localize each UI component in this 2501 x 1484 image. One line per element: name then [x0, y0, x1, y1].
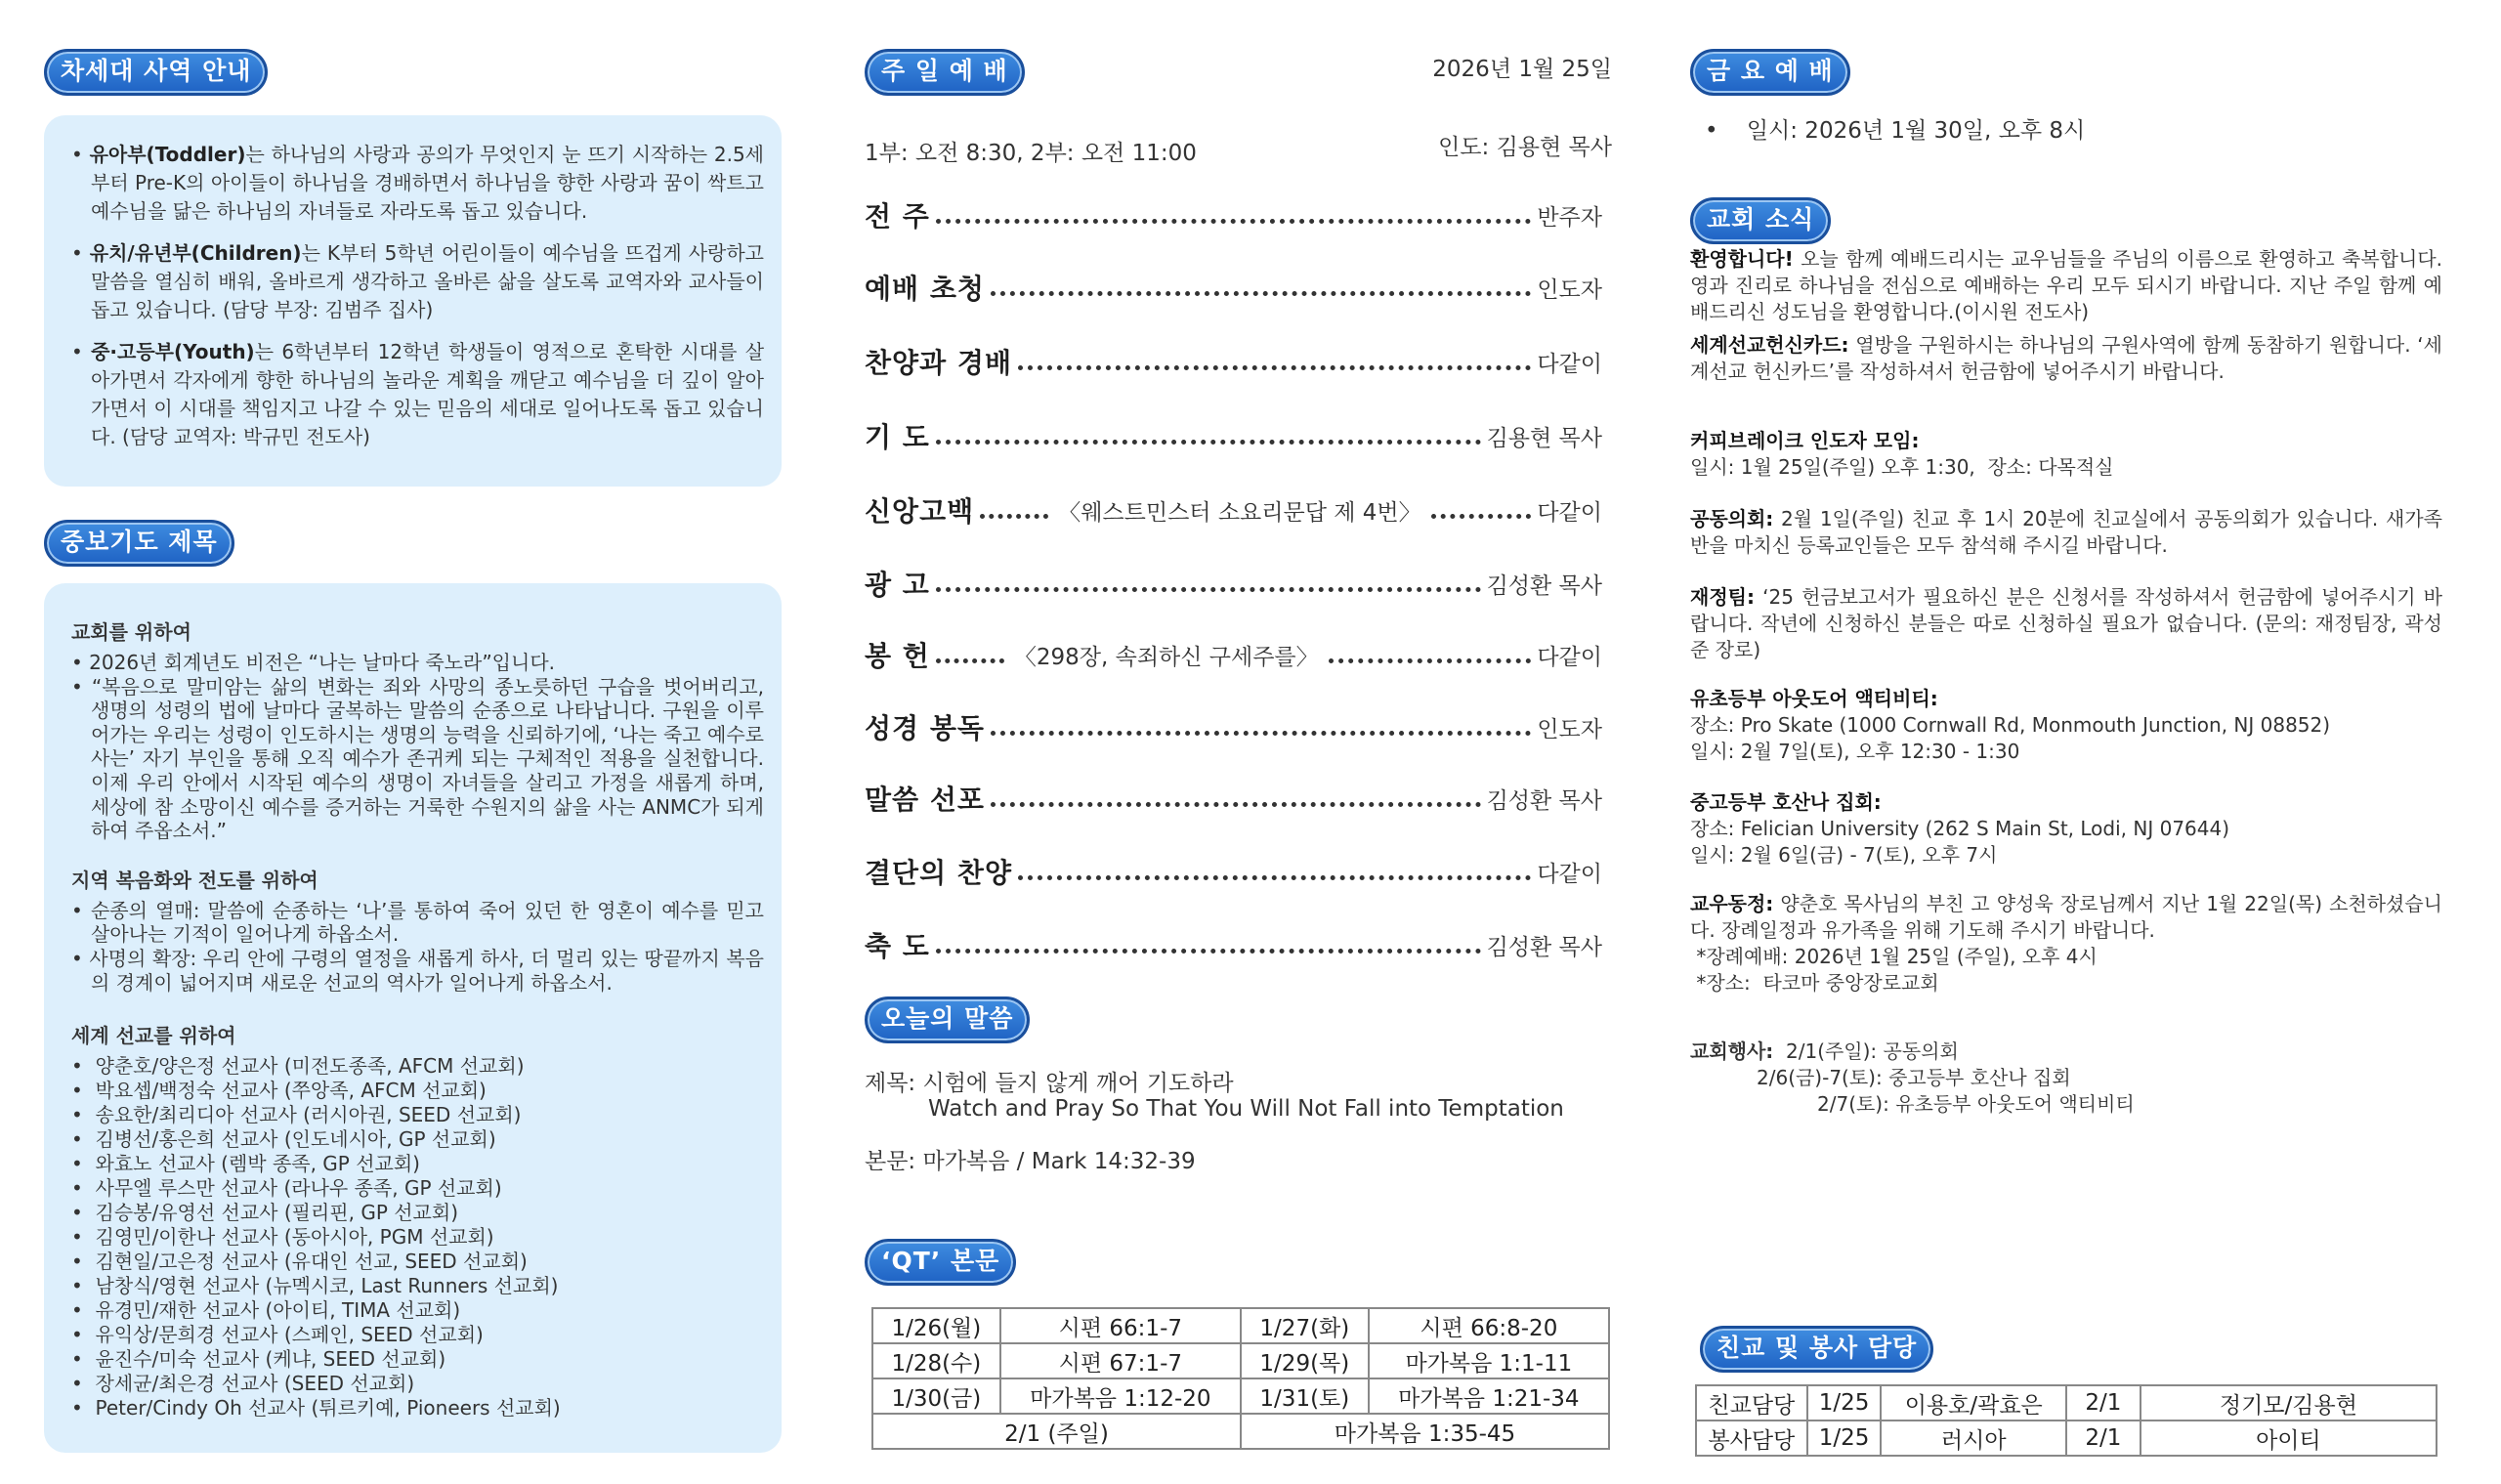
- missionary-item: • Peter/Cindy Oh 선교사 (튀르키예, Pioneers 선교회): [71, 1396, 561, 1420]
- prayer-church-title: 교회를 위하여: [71, 620, 191, 644]
- sermon-title-english: Watch and Pray So That You Will Not Fall into Temptation: [928, 1096, 1564, 1122]
- ministry-panel: [44, 115, 782, 487]
- qt-row: [872, 1378, 1609, 1414]
- news-item: 교우동정: 양춘호 목사님의 부친 고 양성욱 장로님께서 지난 1월 22일(목) 소천하셨습니다. 장례일정과 유가족을 위해 기도해 주시기 바랍니다. *장례예배: 2026년 1월 25일 (주일), 오후 4시 *장소: 타코마 중앙장로교회: [1690, 892, 2442, 995]
- news-item: 재정팀: ‘25 헌금보고서가 필요하신 분은 신청서를 작성하셔서 헌금함에 넣어주시기 바랍니다. 작년에 신청하신 분들은 따로 신청하실 필요가 없습니다. (문의: 재정팀장, 곽성준 장로): [1690, 585, 2442, 661]
- missionary-item: • 김승봉/유영선 선교사 (필리핀, GP 선교회): [71, 1201, 459, 1225]
- badge-prayer: 중보기도 제목: [44, 520, 234, 567]
- worship-order-row: [865, 488, 1602, 531]
- missionary-item: • 김병선/홍은희 선교사 (인도네시아, GP 선교회): [71, 1127, 496, 1152]
- order-item-person: 다같이: [1537, 644, 1602, 670]
- missionary-item: • 유익상/문희경 선교사 (스페인, SEED 선교회): [71, 1323, 484, 1347]
- order-item-person: 김성환 목사: [1486, 787, 1602, 814]
- column-sunday-worship: [860, 0, 1622, 1484]
- order-item-name: 성경 봉독: [865, 712, 985, 744]
- order-item-name: 봉 헌: [865, 640, 930, 672]
- duty-cell: 친교담당: [1696, 1385, 1807, 1420]
- column-news: [1685, 0, 2467, 1484]
- order-item-name: 결단의 찬양: [865, 857, 1012, 889]
- duty-cell: 1/25: [1807, 1385, 1882, 1420]
- order-item-name: 예배 초청: [865, 273, 985, 305]
- worship-order-row: [865, 340, 1602, 383]
- news-item: 공동의회: 2월 1일(주일) 친교 후 1시 20분에 친교실에서 공동의회가 있습니다. 새가족반을 마치신 등록교인들은 모두 참석해 주시길 바랍니다.: [1690, 507, 2442, 557]
- qt-cell: 1/27(화): [1241, 1308, 1369, 1343]
- badge-qt: ‘QT’ 본문: [865, 1239, 1016, 1286]
- news-item: 유초등부 아웃도어 액티비티: 장소: Pro Skate (1000 Cornwall Rd, Monmouth Junction, NJ 08852) 일시: 2월 7일(토), 오후 12:30 - 1:30: [1690, 687, 2331, 763]
- duty-row: [1696, 1420, 2437, 1456]
- order-item-name: 축 도: [865, 930, 930, 962]
- missionary-item: • 박요셉/백정숙 선교사 (쭈앙족, AFCM 선교회): [71, 1079, 487, 1103]
- badge-todays-word: 오늘의 말씀: [865, 996, 1030, 1043]
- missionary-list: [71, 1054, 764, 1420]
- order-item-person: 다같이: [1537, 499, 1602, 526]
- qt-cell: 시편 66:1-7: [1000, 1308, 1241, 1343]
- qt-cell: 1/29(목): [1241, 1343, 1369, 1378]
- missionary-item: • 양춘호/양은정 선교사 (미전도종족, AFCM 선교회): [71, 1054, 525, 1079]
- qt-cell: 1/26(월): [872, 1308, 1000, 1343]
- qt-cell: 1/31(토): [1241, 1378, 1369, 1414]
- qt-cell: 시편 67:1-7: [1000, 1343, 1241, 1378]
- prayer-church-item: • 2026년 회계년도 비전은 “나는 날마다 죽노라”입니다.: [71, 651, 556, 674]
- duty-cell: 아이티: [2141, 1420, 2437, 1456]
- order-item-person: 김성환 목사: [1486, 572, 1602, 599]
- qt-cell: 마가복음 1:1-11: [1369, 1343, 1609, 1378]
- qt-cell: 1/30(금): [872, 1378, 1000, 1414]
- order-item-detail: 〈웨스트민스터 소요리문답 제 4번〉: [1058, 499, 1421, 526]
- ministry-youth: • 중·고등부(Youth)는 6학년부터 12학년 학생들이 영적으로 혼탁한 시대를 살아가면서 각자에게 향한 하나님의 놀라운 계획을 깨닫고 예수님을 더 깊이 알아가면서 이 시대를 책임지고 나갈 수 있는 믿음의 세대로 일어나도록 돕고 있습니다. (담당 교역자: 박규민 전도사): [71, 340, 765, 448]
- badge-sunday-worship: 주 일 예 배: [865, 49, 1025, 96]
- prayer-region-title: 지역 복음화와 전도를 위하여: [71, 868, 318, 892]
- order-item-name: 광 고: [865, 569, 930, 601]
- worship-order-row: [865, 193, 1602, 236]
- order-item-name: 기 도: [865, 421, 930, 453]
- news-item: 중고등부 호산나 집회: 장소: Felician University (262 S Main St, Lodi, NJ 07644) 일시: 2월 6일(금) - 7(토), 오후 7시: [1690, 790, 2230, 867]
- missionary-item: • 송요한/최리디아 선교사 (러시아권, SEED 선교회): [71, 1103, 522, 1127]
- duty-row: [1696, 1385, 2437, 1420]
- ministry-children: • 유치/유년부(Children)는 K부터 5학년 어린이들이 예수님을 뜨겁게 사랑하고 말씀을 열심히 배워, 올바르게 생각하고 올바른 삶을 살도록 교역자와 교사들이 돕고 있습니다. (담당 부장: 김범주 집사): [71, 241, 764, 321]
- duty-cell: 봉사담당: [1696, 1420, 1807, 1456]
- order-item-person: 김용현 목사: [1486, 425, 1602, 451]
- duty-cell: 정기모/김용현: [2141, 1385, 2437, 1420]
- missionary-item: • 윤진수/미숙 선교사 (케냐, SEED 선교회): [71, 1347, 446, 1372]
- news-item: 세계선교헌신카드: 열방을 구원하시는 하나님의 구원사역에 함께 동참하기 원합니다. ‘세계선교 헌신카드’를 작성하셔서 헌금함에 넣어주시기 바랍니다.: [1690, 333, 2442, 383]
- worship-order-row: [865, 850, 1602, 893]
- qt-table: [871, 1307, 1610, 1450]
- sermon-title: 제목: 시험에 들지 않게 깨어 기도하라: [865, 1071, 1234, 1096]
- order-item-name: 신앙고백: [865, 495, 975, 528]
- qt-cell: 1/28(수): [872, 1343, 1000, 1378]
- worship-order-row: [865, 923, 1602, 966]
- order-item-person: 반주자: [1537, 204, 1602, 231]
- qt-cell: 시편 66:8-20: [1369, 1308, 1609, 1343]
- missionary-item: • 김영민/이한나 선교사 (동아시아, PGM 선교회): [71, 1225, 494, 1250]
- ministry-toddler: • 유아부(Toddler)는 하나님의 사랑과 공의가 무엇인지 눈 뜨기 시작하는 2.5세부터 Pre-K의 아이들이 하나님을 경배하면서 하나님을 향한 사랑과 꿈이 싹트고 예수님을 닮은 하나님의 자녀들로 자라도록 돕고 있습니다.: [71, 143, 764, 223]
- worship-times: 1부: 오전 8:30, 2부: 오전 11:00: [865, 141, 1197, 166]
- qt-cell: 마가복음 1:12-20: [1000, 1378, 1241, 1414]
- order-item-detail: 〈298장, 속죄하신 구세주를〉: [1013, 644, 1319, 670]
- worship-order-row: [865, 633, 1602, 676]
- order-item-person: 김성환 목사: [1486, 934, 1602, 960]
- duty-cell: 2/1: [2066, 1420, 2141, 1456]
- duty-cell: 이용호/곽효은: [1881, 1385, 2066, 1420]
- missionary-item: • 남창식/영현 선교사 (뉴멕시코, Last Runners 선교회): [71, 1274, 559, 1298]
- order-item-person: 인도자: [1537, 276, 1602, 303]
- badge-friday-worship: 금 요 예 배: [1690, 49, 1850, 96]
- worship-order-row: [865, 562, 1602, 605]
- qt-cell: 마가복음 1:21-34: [1369, 1378, 1609, 1414]
- qt-cell: 마가복음 1:35-45: [1241, 1414, 1609, 1449]
- badge-next-generation: 차세대 사역 안내: [44, 49, 268, 96]
- order-item-person: 다같이: [1537, 861, 1602, 887]
- column-next-generation: [39, 0, 791, 1484]
- badge-fellowship-service: 친교 및 봉사 담당: [1700, 1326, 1933, 1373]
- qt-row: [872, 1308, 1609, 1343]
- duty-table: [1695, 1384, 2437, 1457]
- prayer-church-item: • “복음으로 말미암는 삶의 변화는 죄와 사망의 종노릇하던 구습을 벗어버리고, 생명의 성령의 법에 날마다 굴복하는 말씀의 순종으로 나타납니다. 구원을 이루어가는 우리는 성령이 인도하시는 생명의 능력을 신뢰하기에, ‘나는 죽고 예수로 사는’ 자기 부인을 통해 오직 예수가 존귀케 되는 구체적인 적용을 실천합니다. 이제 우리 안에서 시작된 예수의 생명이 자녀들을 살리고 가정을 새롭게 하며, 세상에 참 소망이신 예수를 증거하는 거룩한 수원지의 삶을 사는 ANMC가 되게 하여 주옵소서.”: [71, 674, 764, 843]
- worship-leader: 인도: 김용현 목사: [1438, 135, 1612, 160]
- order-item-person: 다같이: [1537, 351, 1602, 377]
- church-events: 교회행사: 2/1(주일): 공동의회 2/6(금)-7(토): 중고등부 호산나 집회 2/7(토): 유초등부 아웃도어 액티비티: [1690, 1039, 2135, 1116]
- news-item: 커피브레이크 인도자 모임: 일시: 1월 25일(주일) 오후 1:30, 장소: 다목적실: [1690, 429, 2114, 479]
- missionary-item: • 김현일/고은정 선교사 (유대인 선교, SEED 선교회): [71, 1250, 528, 1274]
- prayer-region-item: • 사명의 확장: 우리 안에 구령의 열정을 새롭게 하사, 더 멀리 있는 땅끝까지 복음의 경계이 넓어지며 새로운 선교의 역사가 일어나게 하옵소서.: [71, 946, 764, 995]
- worship-order-row: [865, 705, 1602, 748]
- missionary-item: • 장세균/최은경 선교사 (SEED 선교회): [71, 1372, 415, 1396]
- worship-order-row: [865, 777, 1602, 820]
- qt-row: [872, 1343, 1609, 1378]
- worship-order-row: [865, 266, 1602, 309]
- missionary-item: • 와효노 선교사 (렘박 종족, GP 선교회): [71, 1152, 420, 1176]
- friday-worship-info: • 일시: 2026년 1월 30일, 오후 8시: [1705, 118, 2086, 144]
- duty-cell: 1/25: [1807, 1420, 1882, 1456]
- qt-cell: 2/1 (주일): [872, 1414, 1241, 1449]
- prayer-panel: [44, 583, 782, 1453]
- sermon-scripture: 본문: 마가복음 / Mark 14:32-39: [865, 1149, 1196, 1174]
- order-item-name: 전 주: [865, 200, 930, 233]
- worship-order-row: [865, 414, 1602, 457]
- prayer-mission-title: 세계 선교를 위하여: [71, 1024, 236, 1048]
- prayer-region-item: • 순종의 열매: 말씀에 순종하는 ‘나’를 통하여 죽어 있던 한 영혼이 예수를 믿고 살아나는 기적이 일어나게 하옵소서.: [71, 898, 765, 947]
- missionary-item: • 사무엘 루스만 선교사 (라나우 종족, GP 선교회): [71, 1176, 502, 1201]
- badge-church-news: 교회 소식: [1690, 197, 1831, 244]
- order-item-person: 인도자: [1537, 716, 1602, 742]
- news-item: 환영합니다! 오늘 함께 예배드리시는 교우님들을 주님의 이름으로 환영하고 축복합니다. 영과 진리로 하나님을 전심으로 예배하는 우리 모두 되시기 바랍니다. 지난 주일 함께 예배드리신 성도님을 환영합니다.(이시원 전도사): [1690, 247, 2442, 323]
- missionary-item: • 유경민/재한 선교사 (아이티, TIMA 선교회): [71, 1298, 461, 1323]
- qt-row: [872, 1414, 1609, 1449]
- duty-cell: 2/1: [2066, 1385, 2141, 1420]
- order-item-name: 찬양과 경배: [865, 347, 1012, 379]
- worship-date: 2026년 1월 25일: [1432, 57, 1612, 82]
- duty-cell: 러시아: [1881, 1420, 2066, 1456]
- order-item-name: 말씀 선포: [865, 784, 985, 816]
